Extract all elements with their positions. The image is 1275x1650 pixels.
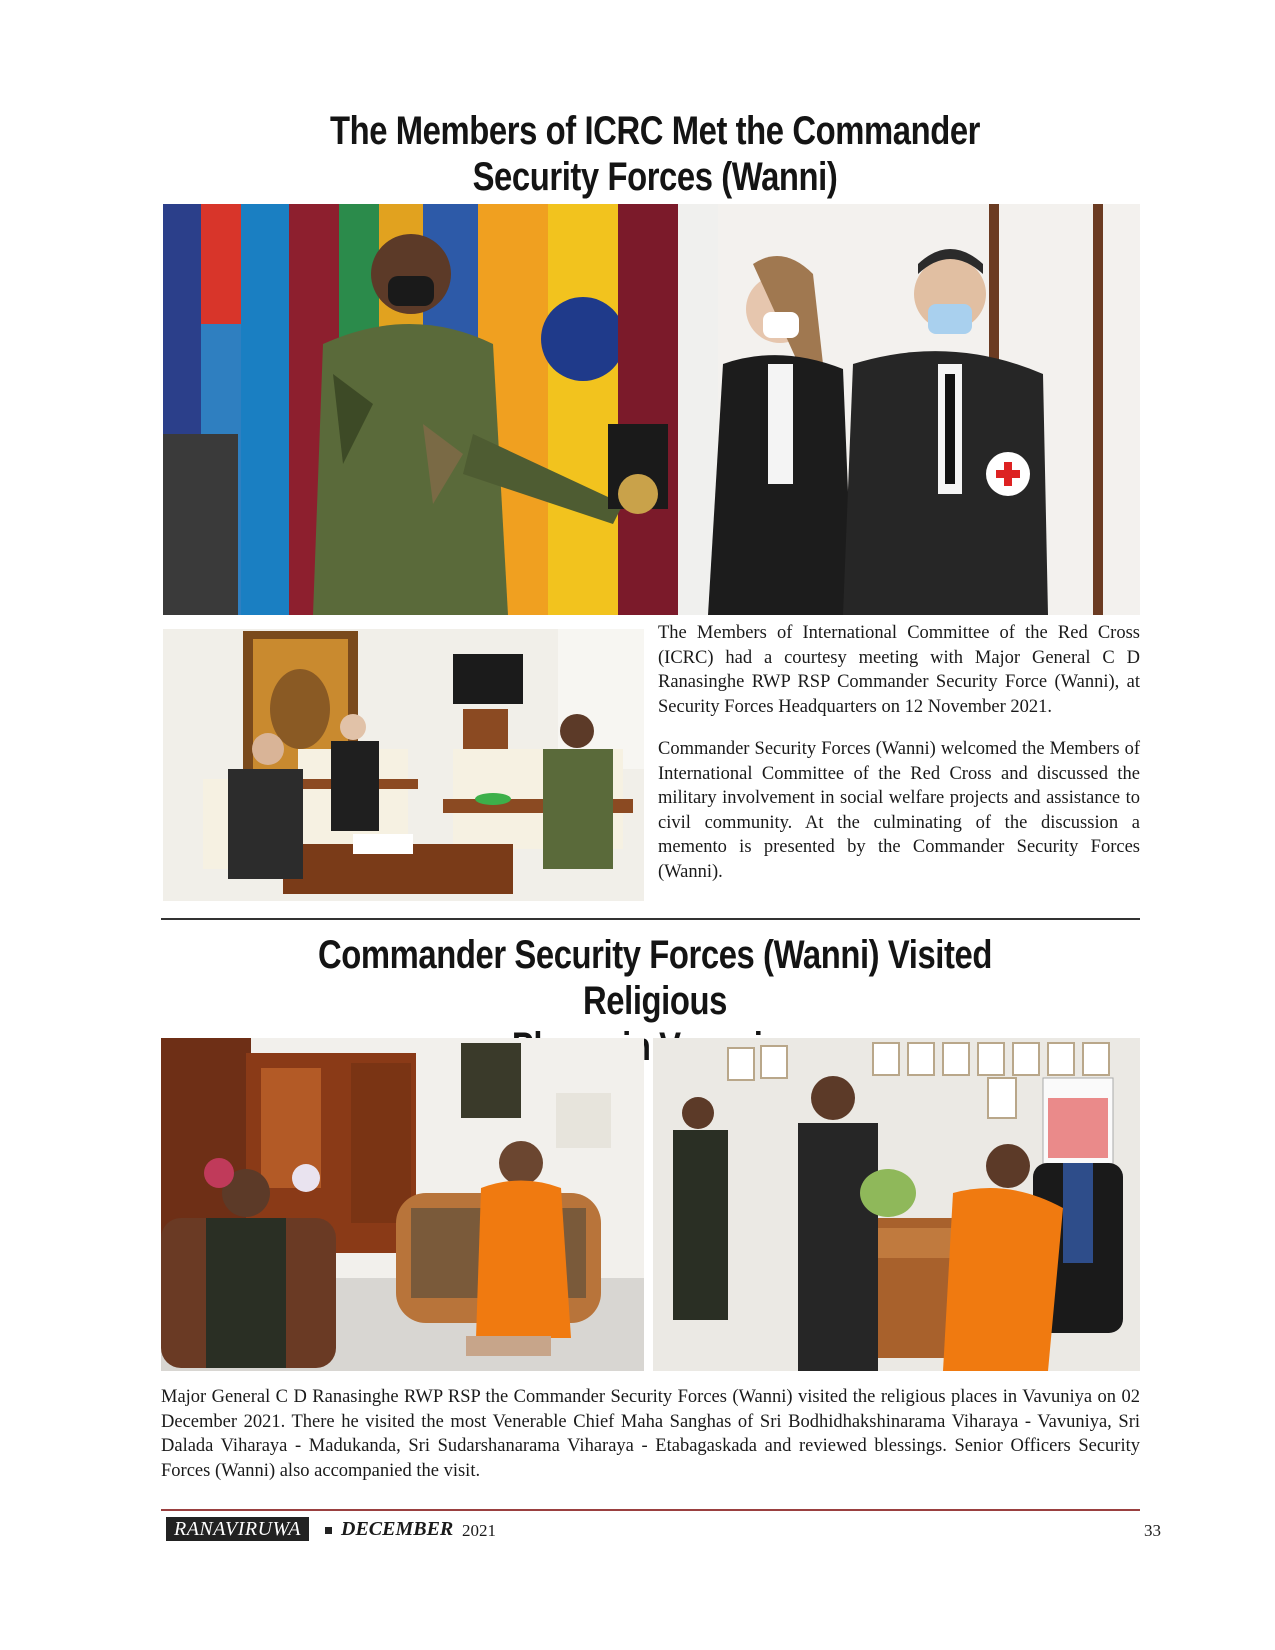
temple-visit-photo-1 — [161, 1038, 644, 1371]
meeting-photo — [163, 629, 644, 901]
temple-visit-photo-2 — [653, 1038, 1140, 1371]
article1-headline-line2: Security Forces (Wanni) — [472, 155, 838, 199]
issue-year: 2021 — [462, 1521, 496, 1540]
page-number: 33 — [1144, 1521, 1161, 1540]
article1-headline — [249, 108, 1061, 200]
footer-rule — [161, 1509, 1140, 1511]
memento-presentation-photo — [163, 204, 1140, 615]
article1-headline-line1: The Members of ICRC Met the Commander — [329, 109, 981, 153]
magazine-name: RANAVIRUWA — [166, 1517, 309, 1541]
issue-month: DECEMBER — [341, 1518, 454, 1540]
article2-paragraph: Major General C D Ranasinghe RWP RSP the Commander Security Forces (Wanni) visited the religious places in Vavuniya on 02 December 2021. There he visited the most Venerable Chief Maha Sanghas of Sri Bodhidhakshinarama Viharaya - Vavuniya, Sri Dalada Viharaya - Madukanda, Sri Sudarshanarama Viharaya - Etabagaskada and reviewed blessings. Senior Officers Security Forces (Wanni) also accompanied the visit. — [161, 1387, 1140, 1481]
section-divider — [161, 918, 1140, 920]
article1-paragraph2: Commander Security Forces (Wanni) welcomed the Members of International Committee of the Red Cross and discussed the military involvement in social welfare projects and assistance to civil community. At the culminating of the discussion a memento is presented by the Commander Security Forces (Wanni). — [658, 739, 1140, 882]
footer-bullet — [325, 1527, 332, 1534]
article2-headline-line1: Commander Security Forces (Wanni) Visited Religious — [318, 933, 992, 1023]
article1-paragraph1: The Members of International Committee of the Red Cross (ICRC) had a courtesy meeting with Major General C D Ranasinghe RWP RSP Commander Security Force (Wanni), at Security Forces Headquarters on 12 November 2021. — [658, 623, 1140, 717]
